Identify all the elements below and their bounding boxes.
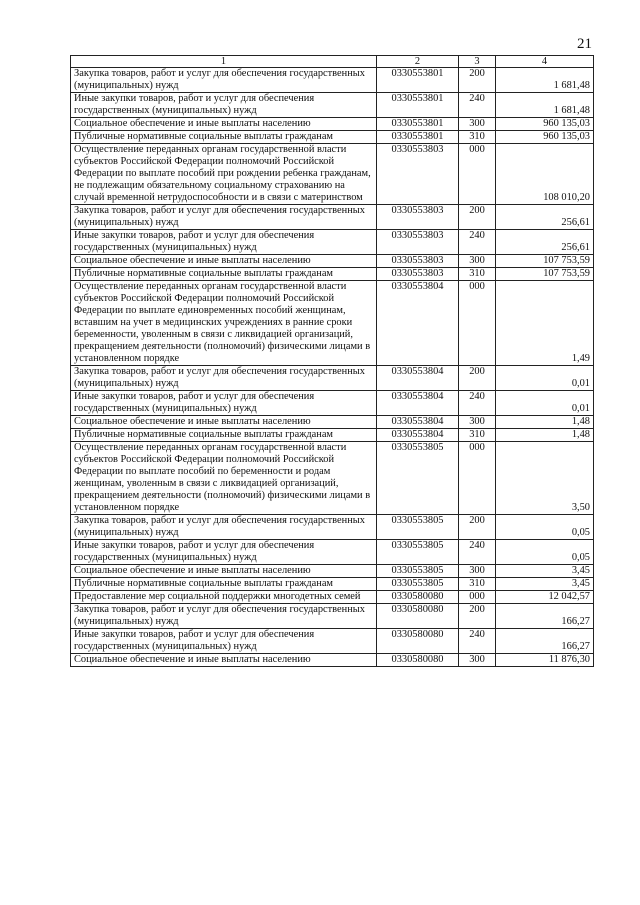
row-amount: 3,45 <box>496 565 594 578</box>
table-row <box>71 442 594 515</box>
row-amount: 108 010,20 <box>496 144 594 205</box>
row-expense-type: 300 <box>459 118 496 131</box>
row-amount: 1 681,48 <box>496 93 594 118</box>
row-code: 0330553801 <box>377 118 459 131</box>
row-amount: 12 042,57 <box>496 591 594 604</box>
table-row <box>71 629 594 654</box>
row-code: 0330553803 <box>377 205 459 230</box>
row-amount: 256,61 <box>496 230 594 255</box>
row-code: 0330553803 <box>377 268 459 281</box>
row-expense-type: 000 <box>459 281 496 366</box>
row-expense-type: 200 <box>459 366 496 391</box>
table-row <box>71 281 594 366</box>
row-expense-type: 200 <box>459 205 496 230</box>
row-name: Закупка товаров, работ и услуг для обеспечения государственных (муниципальных) нужд <box>71 366 377 391</box>
table-row <box>71 540 594 565</box>
row-code: 0330553803 <box>377 144 459 205</box>
table-row <box>71 604 594 629</box>
table-row <box>71 68 594 93</box>
row-name: Закупка товаров, работ и услуг для обеспечения государственных (муниципальных) нужд <box>71 604 377 629</box>
row-code: 0330553805 <box>377 540 459 565</box>
table-row <box>71 515 594 540</box>
row-expense-type: 240 <box>459 629 496 654</box>
row-code: 0330553804 <box>377 366 459 391</box>
row-amount: 11 876,30 <box>496 654 594 667</box>
table-row <box>71 255 594 268</box>
row-amount: 0,05 <box>496 540 594 565</box>
row-amount: 3,50 <box>496 442 594 515</box>
row-code: 0330553803 <box>377 255 459 268</box>
row-name: Иные закупки товаров, работ и услуг для обеспечения государственных (муниципальных) нужд <box>71 391 377 416</box>
row-code: 0330553804 <box>377 281 459 366</box>
row-code: 0330553803 <box>377 230 459 255</box>
column-header-3: 3 <box>459 56 496 68</box>
row-code: 0330553804 <box>377 391 459 416</box>
row-code: 0330553805 <box>377 442 459 515</box>
row-amount: 0,01 <box>496 366 594 391</box>
row-amount: 0,01 <box>496 391 594 416</box>
table-row <box>71 429 594 442</box>
row-expense-type: 000 <box>459 144 496 205</box>
row-amount: 1,48 <box>496 416 594 429</box>
table-row <box>71 391 594 416</box>
row-code: 0330553801 <box>377 93 459 118</box>
table-row <box>71 131 594 144</box>
row-amount: 256,61 <box>496 205 594 230</box>
row-name: Социальное обеспечение и иные выплаты населению <box>71 654 377 667</box>
row-name: Социальное обеспечение и иные выплаты населению <box>71 416 377 429</box>
row-expense-type: 300 <box>459 416 496 429</box>
table-row <box>71 565 594 578</box>
row-name: Закупка товаров, работ и услуг для обеспечения государственных (муниципальных) нужд <box>71 205 377 230</box>
row-name: Публичные нормативные социальные выплаты гражданам <box>71 268 377 281</box>
table-row <box>71 93 594 118</box>
row-code: 0330553804 <box>377 429 459 442</box>
row-amount: 166,27 <box>496 629 594 654</box>
row-code: 0330553805 <box>377 578 459 591</box>
row-amount: 107 753,59 <box>496 268 594 281</box>
row-name: Иные закупки товаров, работ и услуг для обеспечения государственных (муниципальных) нужд <box>71 93 377 118</box>
row-code: 0330580080 <box>377 629 459 654</box>
row-expense-type: 200 <box>459 604 496 629</box>
table-header-row <box>71 56 594 68</box>
row-name: Предоставление мер социальной поддержки многодетных семей <box>71 591 377 604</box>
row-amount: 1,48 <box>496 429 594 442</box>
row-name: Осуществление переданных органам государственной власти субъектов Российской Федерации полномочий Российской Федерации по выплате единовременных пособий женщинам, вставшим на учет в медицинских учреждениях в ранние сроки беременности, уволенным в связи с ликвидацией организаций, прекращением деятельности (полномочий) физическими лицами в установленном порядке <box>71 281 377 366</box>
row-amount: 166,27 <box>496 604 594 629</box>
table-row <box>71 578 594 591</box>
row-expense-type: 310 <box>459 268 496 281</box>
table-row <box>71 230 594 255</box>
row-amount: 3,45 <box>496 578 594 591</box>
row-expense-type: 240 <box>459 391 496 416</box>
row-expense-type: 000 <box>459 591 496 604</box>
row-expense-type: 310 <box>459 578 496 591</box>
row-amount: 1,49 <box>496 281 594 366</box>
table-row <box>71 205 594 230</box>
row-name: Закупка товаров, работ и услуг для обеспечения государственных (муниципальных) нужд <box>71 515 377 540</box>
table-row <box>71 366 594 391</box>
row-code: 0330580080 <box>377 591 459 604</box>
row-name: Закупка товаров, работ и услуг для обеспечения государственных (муниципальных) нужд <box>71 68 377 93</box>
row-name: Иные закупки товаров, работ и услуг для обеспечения государственных (муниципальных) нужд <box>71 629 377 654</box>
table-row <box>71 654 594 667</box>
page-number: 21 <box>577 36 592 52</box>
row-name: Публичные нормативные социальные выплаты гражданам <box>71 578 377 591</box>
row-name: Публичные нормативные социальные выплаты гражданам <box>71 131 377 144</box>
row-code: 0330553801 <box>377 68 459 93</box>
row-code: 0330580080 <box>377 604 459 629</box>
row-amount: 960 135,03 <box>496 118 594 131</box>
table-row <box>71 416 594 429</box>
table-row <box>71 268 594 281</box>
row-amount: 1 681,48 <box>496 68 594 93</box>
row-code: 0330553801 <box>377 131 459 144</box>
row-expense-type: 000 <box>459 442 496 515</box>
row-name: Осуществление переданных органам государственной власти субъектов Российской Федерации полномочий Российской Федерации по выплате пособий при рождении ребенка гражданам, не подлежащим обязательному социальному страхованию на случай временной нетрудоспособности и в связи с материнством <box>71 144 377 205</box>
row-expense-type: 300 <box>459 654 496 667</box>
row-code: 0330553805 <box>377 515 459 540</box>
row-name: Социальное обеспечение и иные выплаты населению <box>71 565 377 578</box>
row-amount: 0,05 <box>496 515 594 540</box>
row-expense-type: 200 <box>459 68 496 93</box>
budget-table <box>70 55 594 667</box>
row-code: 0330553804 <box>377 416 459 429</box>
column-header-4: 4 <box>496 56 594 68</box>
row-expense-type: 310 <box>459 131 496 144</box>
row-expense-type: 240 <box>459 540 496 565</box>
table-row <box>71 591 594 604</box>
row-name: Иные закупки товаров, работ и услуг для обеспечения государственных (муниципальных) нужд <box>71 540 377 565</box>
row-name: Социальное обеспечение и иные выплаты населению <box>71 255 377 268</box>
row-name: Публичные нормативные социальные выплаты гражданам <box>71 429 377 442</box>
row-expense-type: 240 <box>459 230 496 255</box>
table-row <box>71 118 594 131</box>
table-row <box>71 144 594 205</box>
row-expense-type: 300 <box>459 255 496 268</box>
row-expense-type: 310 <box>459 429 496 442</box>
row-code: 0330553805 <box>377 565 459 578</box>
row-name: Иные закупки товаров, работ и услуг для обеспечения государственных (муниципальных) нужд <box>71 230 377 255</box>
row-amount: 107 753,59 <box>496 255 594 268</box>
row-expense-type: 300 <box>459 565 496 578</box>
row-name: Осуществление переданных органам государственной власти субъектов Российской Федерации полномочий Российской Федерации по выплате пособий по беременности и родам женщинам, уволенным в связи с ликвидацией организаций, прекращением деятельности (полномочий) физическими лицами в установленном порядке <box>71 442 377 515</box>
row-code: 0330580080 <box>377 654 459 667</box>
column-header-1: 1 <box>71 56 377 68</box>
row-amount: 960 135,03 <box>496 131 594 144</box>
row-name: Социальное обеспечение и иные выплаты населению <box>71 118 377 131</box>
column-header-2: 2 <box>377 56 459 68</box>
row-expense-type: 240 <box>459 93 496 118</box>
row-expense-type: 200 <box>459 515 496 540</box>
